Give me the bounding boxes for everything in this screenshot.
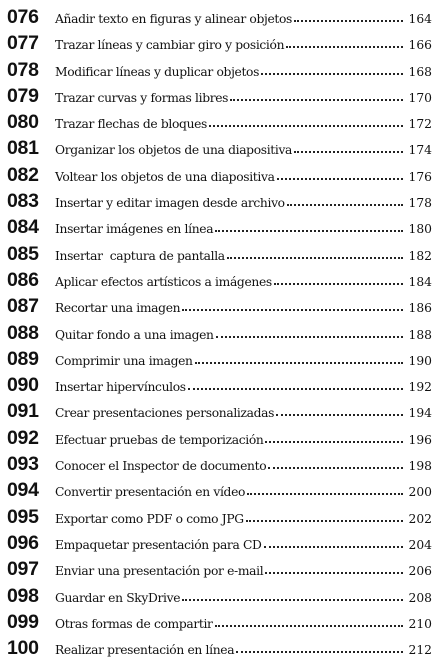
dot-leader [215, 625, 403, 627]
dot-leader [182, 309, 403, 311]
toc-entry-number: 087 [7, 295, 39, 318]
toc-entry-page: 184 [408, 274, 432, 289]
toc-entry-page: 168 [408, 64, 432, 79]
dot-leader [182, 599, 403, 601]
toc-entry-title: Conocer el Inspector de documento [55, 459, 267, 474]
dot-leader [227, 257, 403, 259]
toc-entry-number: 079 [7, 84, 39, 107]
toc-entry-title: Empaquetar presentación para CD [55, 537, 262, 552]
toc-entry-number: 083 [7, 190, 39, 213]
toc-entry [7, 243, 432, 269]
toc-entry-title: Realizar presentación en línea [55, 643, 235, 658]
toc-entry-page: 206 [408, 564, 432, 579]
toc-entry [7, 427, 432, 453]
toc-entry [7, 295, 432, 321]
dot-leader [268, 467, 403, 469]
toc-entry-title: Exportar como PDF o como JPG [55, 511, 244, 526]
toc-entry-number: 078 [7, 58, 39, 81]
toc-entry-title: Organizar los objetos de una diapositiva [55, 143, 293, 158]
toc-entry [7, 558, 432, 584]
toc-entry-title: Comprimir una imagen [55, 353, 193, 368]
toc-entry [7, 637, 432, 663]
toc-entry-page: 176 [408, 169, 432, 184]
dot-leader [195, 362, 403, 364]
dot-leader [287, 204, 403, 206]
toc-entry-title: Convertir presentación en vídeo [55, 485, 246, 500]
dot-leader [265, 441, 403, 443]
toc-entry [7, 137, 432, 163]
toc-entry [7, 190, 432, 216]
toc-entry-number: 076 [7, 6, 39, 28]
toc-entry-number: 082 [7, 163, 39, 186]
toc-entry-title: Trazar líneas y cambiar giro y posición [55, 38, 285, 53]
toc-entry-title: Insertar imágenes en línea [55, 222, 214, 237]
toc-entry-page: 202 [408, 511, 432, 526]
toc-entry [7, 32, 432, 58]
toc-entry [7, 400, 432, 426]
toc-entry-page: 166 [408, 38, 432, 53]
toc-entry-number: 094 [7, 479, 39, 502]
toc-entry [7, 6, 432, 32]
toc-entry-number: 088 [7, 321, 39, 344]
dot-leader [277, 178, 403, 180]
toc-entry-title: Enviar una presentación por e-mail [55, 564, 264, 579]
toc-entry-page: 196 [408, 432, 432, 447]
toc-entry-page: 178 [408, 196, 432, 211]
toc-entry-number: 098 [7, 584, 39, 607]
dot-leader [294, 151, 403, 153]
toc-entry-page: 194 [408, 406, 432, 421]
dot-leader [230, 99, 403, 101]
toc-entry-title: Crear presentaciones personalizadas [55, 406, 275, 421]
toc-entry-title: Voltear los objetos de una diapositiva [55, 169, 275, 184]
dot-leader [274, 283, 403, 285]
toc-entry-title: Modificar líneas y duplicar objetos [55, 64, 260, 79]
dot-leader [286, 46, 403, 48]
toc-entry [7, 269, 432, 295]
toc-entry [7, 85, 432, 111]
dot-leader [188, 388, 403, 390]
toc-entry-number: 095 [7, 505, 39, 528]
toc-entry-page: 188 [408, 327, 432, 342]
toc-entry-title: Efectuar pruebas de temporización [55, 432, 264, 447]
dot-leader [215, 230, 403, 232]
toc-entry-page: 170 [408, 90, 432, 105]
toc-entry-number: 096 [7, 531, 39, 554]
toc-entry [7, 453, 432, 479]
toc-entry-page: 172 [408, 117, 432, 132]
toc-entry-page: 180 [408, 222, 432, 237]
toc-entry-number: 084 [7, 216, 39, 239]
toc-entry-title: Aplicar efectos artísticos a imágenes [55, 274, 272, 289]
toc-entry [7, 111, 432, 137]
toc-entry-title: Otras formas de compartir [55, 616, 213, 631]
toc-entry-title: Trazar curvas y formas libres [55, 90, 229, 105]
toc-entry-page: 174 [408, 143, 432, 158]
toc-entry-title: Recortar una imagen [55, 301, 181, 316]
toc-entry-number: 077 [7, 32, 39, 55]
toc-entry-title: Insertar y editar imagen desde archivo [55, 196, 285, 211]
toc-entry-page: 212 [408, 643, 432, 658]
dot-leader [216, 336, 403, 338]
toc-entry-number: 092 [7, 426, 39, 449]
toc-entry-title: Guardar en SkyDrive [55, 590, 181, 605]
toc-entry-number: 100 [7, 637, 39, 660]
toc-entry-page: 208 [408, 590, 432, 605]
toc-entry [7, 348, 432, 374]
dot-leader [265, 572, 403, 574]
toc-entry [7, 585, 432, 611]
toc-entry [7, 164, 432, 190]
toc-entry [7, 216, 432, 242]
toc-entry-title: Insertar captura de pantalla [55, 248, 225, 263]
toc-entry-number: 093 [7, 453, 39, 476]
toc-entry-number: 090 [7, 374, 39, 397]
toc-entry-number: 085 [7, 242, 39, 265]
toc-entry-page: 182 [408, 248, 432, 263]
dot-leader [209, 125, 403, 127]
toc-entry-page: 200 [408, 485, 432, 500]
toc-entry [7, 532, 432, 558]
dot-leader [264, 546, 403, 548]
toc-entry-page: 192 [408, 380, 432, 395]
toc-entry-page: 164 [408, 12, 432, 26]
toc-entry [7, 59, 432, 85]
toc-entry-page: 198 [408, 459, 432, 474]
toc-entry-title: Añadir texto en figuras y alinear objetos [55, 12, 292, 26]
toc-entry-number: 080 [7, 111, 39, 134]
toc-entry-number: 081 [7, 137, 39, 160]
dot-leader [294, 20, 403, 22]
dot-leader [247, 493, 403, 495]
toc-entry [7, 611, 432, 637]
toc-entry [7, 322, 432, 348]
toc-entry-number: 099 [7, 610, 39, 633]
dot-leader [261, 73, 403, 75]
toc-entry-number: 089 [7, 347, 39, 370]
toc-entry-page: 210 [408, 616, 432, 631]
toc-entry-title: Insertar hipervínculos [55, 380, 186, 395]
toc-entry-page: 190 [408, 353, 432, 368]
toc-entry-title: Quitar fondo a una imagen [55, 327, 214, 342]
dot-leader [236, 651, 403, 653]
toc-entry [7, 479, 432, 505]
toc-entry-number: 086 [7, 268, 39, 291]
toc-entry-number: 091 [7, 400, 39, 423]
table-of-contents [7, 6, 432, 663]
toc-entry-page: 204 [408, 537, 432, 552]
toc-entry [7, 506, 432, 532]
toc-entry-page: 186 [408, 301, 432, 316]
toc-entry [7, 374, 432, 400]
dot-leader [246, 520, 403, 522]
toc-entry-title: Trazar flechas de bloques [55, 117, 208, 132]
toc-entry-number: 097 [7, 558, 39, 581]
dot-leader [276, 414, 403, 416]
